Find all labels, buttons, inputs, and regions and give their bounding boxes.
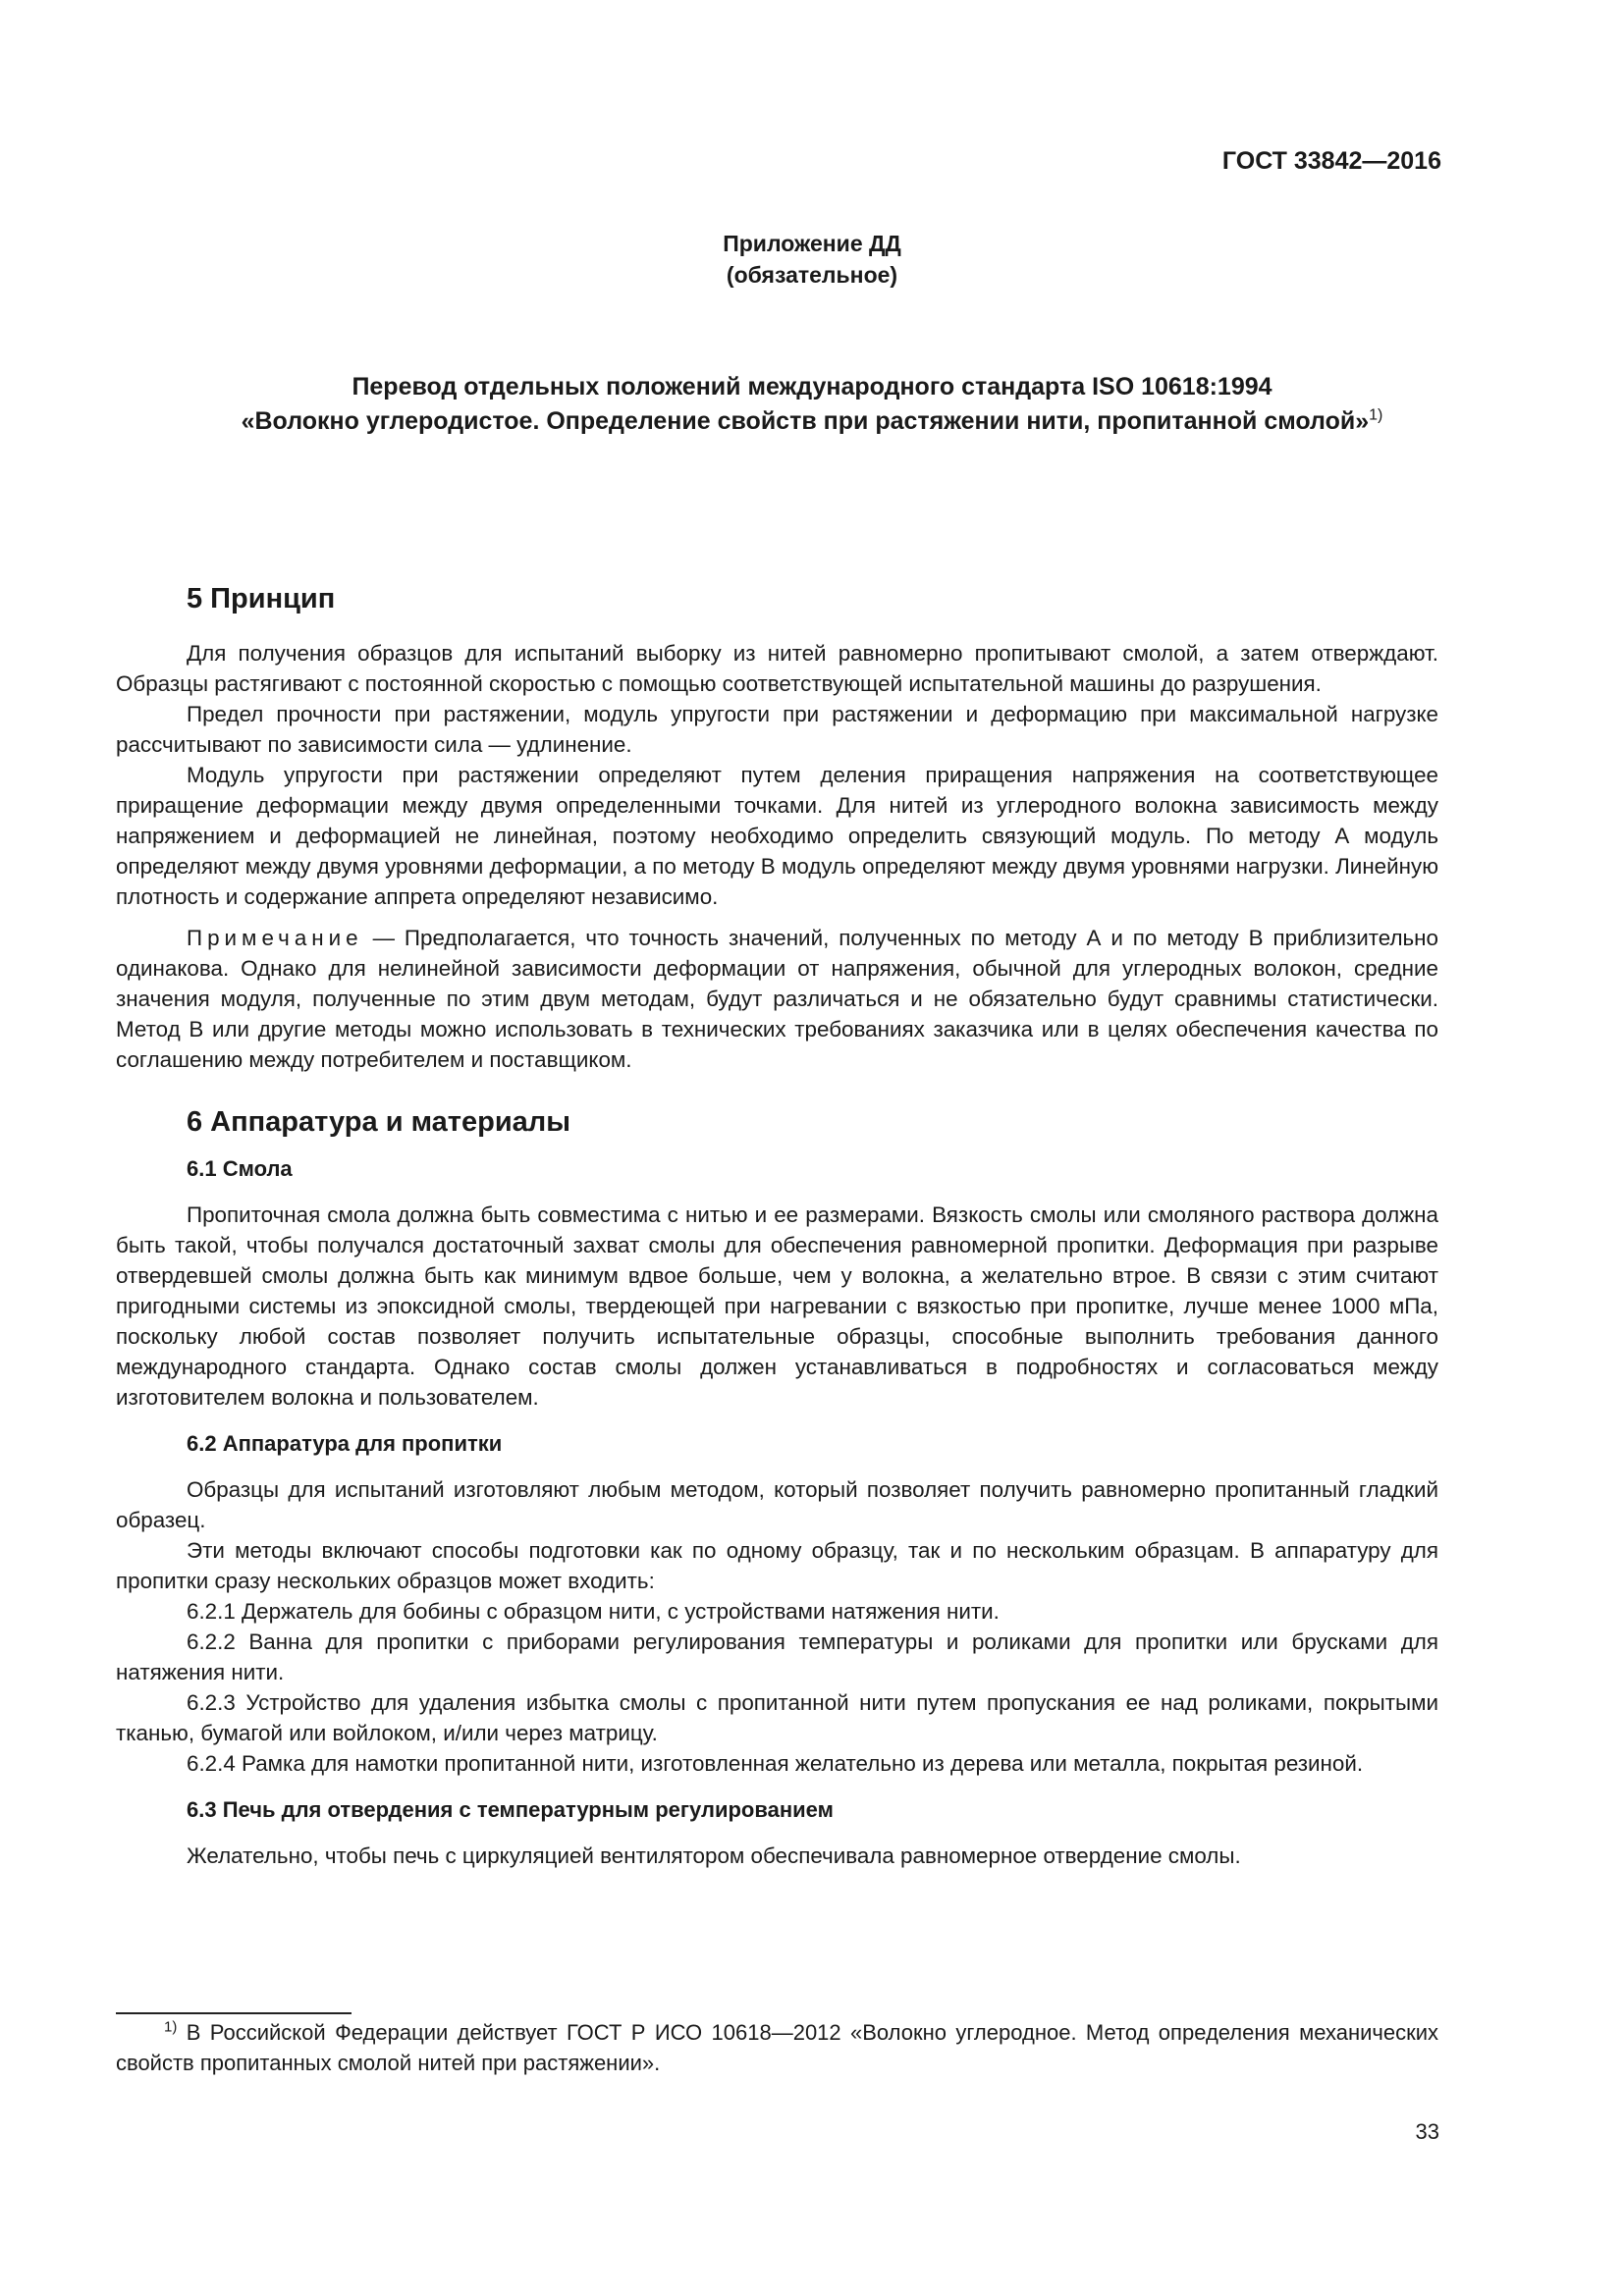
section-5-note [116, 923, 1438, 1075]
annex-status: (обязательное) [726, 262, 898, 288]
note-text: — Предполагается, что точность значений, полученных по методу А и по методу В приблизительно одинакова. Однако для нелинейной зависимости деформации от напряжения, обычной для углеродных волокон, средние значения модуля, полученные по этим двум методам, будут различаться и не обязательно будут сравнимы статистически. Метод В или другие методы можно использовать в технических требованиях заказчика или в целях обеспечения качества по соглашению между потребителем и поставщиком. [116, 926, 1438, 1072]
document-title-line2-text: «Волокно углеродистое. Определение свойств при растяжении нити, пропитанной смолой» [241, 407, 1370, 435]
footnote-mark: 1) [164, 2018, 178, 2036]
footnote [116, 2017, 1438, 2078]
page-number: 33 [1415, 2119, 1439, 2144]
subsection-6-2-item: 6.2.3 Устройство для удаления избытка смолы с пропитанной нити путем пропускания ее над роликами, покрытыми тканью, бумагой или войлоком, и/или через матрицу. [116, 1690, 1438, 1745]
section-5-paragraph: Модуль упругости при растяжении определяют путем деления приращения напряжения на соответствующее приращение деформации между двумя определенными точками. Для нитей из углеродного волокна зависимость между напряжением и деформацией не линейная, поэтому необходимо определить связующий модуль. По методу А модуль определяют между двумя уровнями деформации, а по методу В модуль определяют между двумя уровнями нагрузки. Линейную плотность и содержание аппрета определяют независимо. [116, 763, 1438, 909]
section-5-paragraph: Для получения образцов для испытаний выборку из нитей равномерно пропитывают смолой, а затем отверждают. Образцы растягивают с постоянной скоростью с помощью соответствующей испытательной машины до разрушения. [116, 641, 1438, 696]
footnote-paragraph [116, 2017, 1438, 2078]
subsection-6-2-item: 6.2.1 Держатель для бобины с образцом нити, с устройствами натяжения нити. [187, 1599, 1000, 1624]
document-title-line2 [0, 404, 1624, 439]
subsection-6-2-paragraph: Образцы для испытаний изготовляют любым методом, который позволяет получить равномерно пропитанный гладкий образец. [116, 1477, 1438, 1532]
subsection-6-2-heading: 6.2 Аппаратура для пропитки [187, 1431, 503, 1456]
subsection-6-2-item: 6.2.4 Рамка для намотки пропитанной нити, изготовленная желательно из дерева или металла, покрытая резиной. [187, 1751, 1364, 1776]
subsection-6-3-paragraph: Желательно, чтобы печь с циркуляцией вентилятором обеспечивала равномерное отвердение смолы. [187, 1843, 1241, 1868]
note-label: Примечание [187, 926, 363, 950]
annex-title: Приложение ДД [723, 231, 901, 256]
subsection-6-2-item: 6.2.2 Ванна для пропитки с приборами регулирования температуры и роликами для пропитки или брусками для натяжения нити. [116, 1629, 1438, 1684]
subsection-6-2-paragraph: Эти методы включают способы подготовки как по одному образцу, так и по нескольким образцам. В аппаратуру для пропитки сразу нескольких образцов может входить: [116, 1538, 1438, 1593]
section-6-heading: 6 Аппаратура и материалы [187, 1106, 570, 1138]
document-title [0, 370, 1624, 439]
document-body [116, 579, 1438, 1871]
document-code: ГОСТ 33842—2016 [1221, 147, 1441, 175]
title-footnote-ref: 1) [1369, 406, 1383, 424]
footnote-separator [116, 2012, 352, 2014]
subsection-6-1-heading: 6.1 Смола [187, 1156, 293, 1181]
section-5-paragraph: Предел прочности при растяжении, модуль упругости при растяжении и деформацию при максимальной нагрузке рассчитывают по зависимости сила — удлинение. [116, 702, 1438, 757]
document-title-line1: Перевод отдельных положений международного стандарта ISO 10618:1994 [352, 373, 1272, 400]
annex-heading [0, 228, 1624, 291]
subsection-6-1-paragraph: Пропиточная смола должна быть совместима с нитью и ее размерами. Вязкость смолы или смоляного раствора должна быть такой, чтобы получался достаточный захват смолы для обеспечения равномерной пропитки. Деформация при разрыве отвердевшей смолы должна быть как минимум вдвое больше, чем у волокна, а желательно втрое. В связи с этим считают пригодными системы из эпоксидной смолы, твердеющей при нагревании с вязкостью при пропитке, лучше менее 1000 мПа, поскольку любой состав позволяет получить испытательные образцы, способные выполнить требования данного международного стандарта. Однако состав смолы должен устанавливаться в подробностях и согласоваться между изготовителем волокна и пользователем. [116, 1202, 1438, 1410]
footnote-text: В Российской Федерации действует ГОСТ Р ИСО 10618—2012 «Волокно углеродное. Метод определения механических свойств пропитанных смолой нитей при растяжении». [116, 2020, 1439, 2075]
section-5-heading: 5 Принцип [187, 583, 336, 614]
subsection-6-3-heading: 6.3 Печь для отвердения с температурным регулированием [187, 1797, 834, 1822]
